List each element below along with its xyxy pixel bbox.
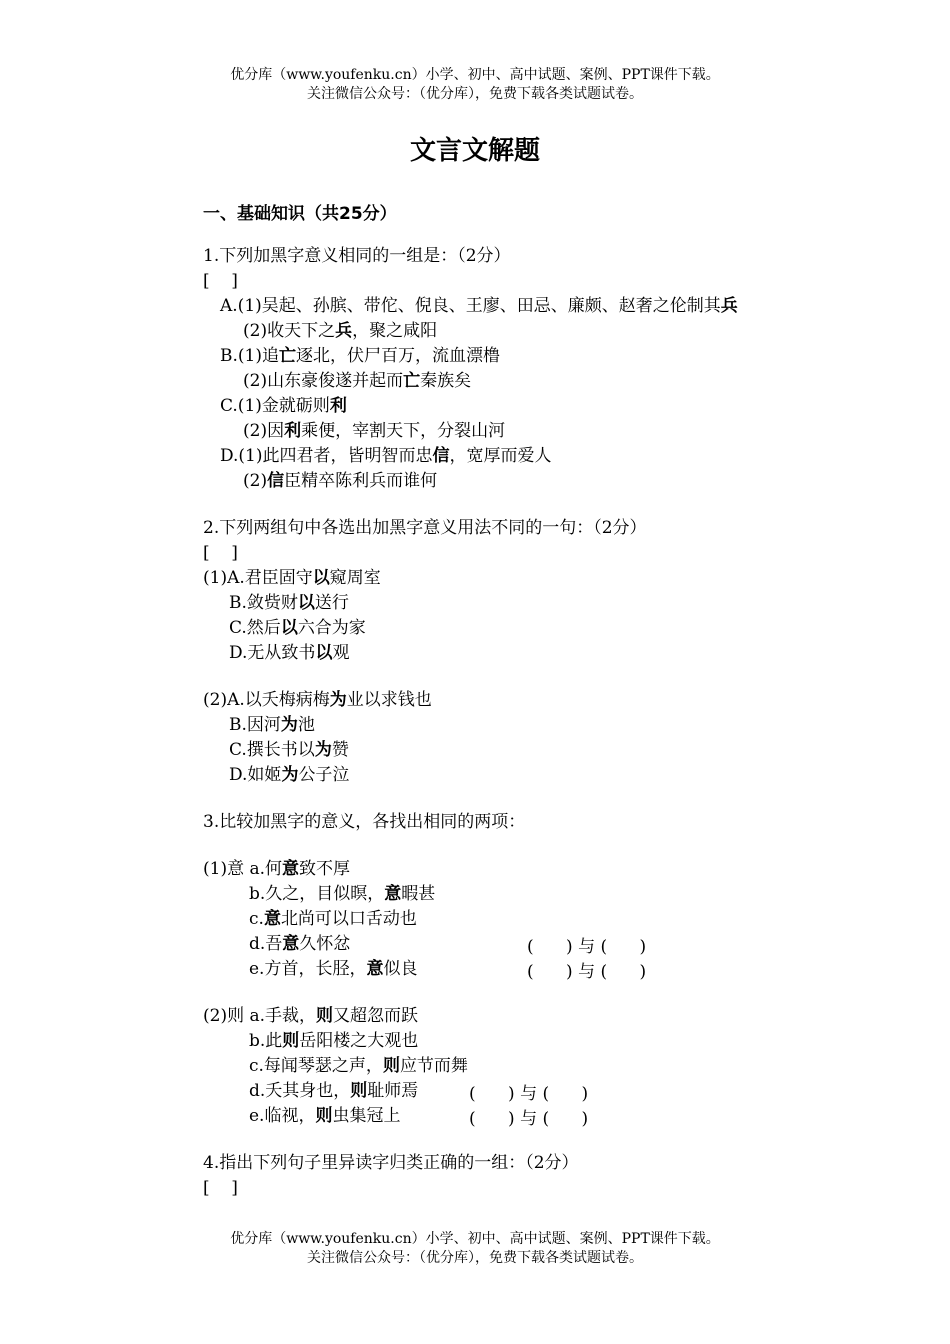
q3-part2-b-bold: 则	[282, 1031, 300, 1051]
header-line-2: 关注微信公众号：（优分库），免费下载各类试题试卷。	[307, 86, 643, 102]
q2-group1-a	[203, 566, 381, 590]
q3-part1-b-pre: b.久之，目似暝，	[249, 884, 385, 904]
q3-stem: 3.比较加黑字的意义，各找出相同的两项：	[203, 812, 526, 832]
q1-option-a2-post: ，聚之咸阳	[352, 321, 438, 341]
q1-option-d1-bold: 信	[432, 446, 450, 466]
q2-group1-b-post: 送行	[314, 593, 349, 613]
q1-option-d2-pre: (2)	[243, 471, 268, 491]
q2-group1-c	[229, 616, 366, 640]
q3-part1-a	[203, 857, 350, 881]
q2-group2-b-pre: B.因河	[229, 715, 281, 735]
q1-option-c2-post: 乘便，宰割天下，分裂山河	[301, 421, 506, 441]
q3-part1-d-pre: d.吾	[249, 934, 283, 954]
q3-part1-e	[249, 957, 417, 981]
q3-part2-e-pre: e.临视，	[249, 1106, 316, 1126]
q1-option-b1-post: 逐北，伏尸百万，流血漂橹	[295, 346, 500, 366]
q1-option-a1-bold: 兵	[720, 296, 738, 316]
q3-part2-d-post: 耻师焉	[367, 1081, 419, 1101]
q3-part1-a-post: 致不厚	[299, 859, 351, 879]
q2-group1-b-pre: B.敛赀财	[229, 593, 298, 613]
q2-group1-c-post: 六合为家	[297, 618, 366, 638]
q1-option-d1-post: ，宽厚而爱人	[449, 446, 552, 466]
q1-option-b2-post: 秦族矣	[420, 371, 472, 391]
q3-part2-a	[203, 1004, 418, 1028]
q2-answer-bracket: [ ]	[203, 543, 238, 563]
q1-option-c2-bold: 利	[284, 421, 302, 441]
q3-part1-c-bold: 意	[263, 909, 281, 929]
q1-option-b1-bold: 亡	[278, 346, 296, 366]
footer-line-2: 关注微信公众号：（优分库），免费下载各类试题试卷。	[307, 1250, 643, 1266]
q3-part2-d-bold: 则	[350, 1081, 368, 1101]
q1-option-a2	[243, 319, 437, 343]
q1-option-a2-pre: (2)收天下之	[243, 321, 336, 341]
q2-group1-c-pre: C.然后	[229, 618, 281, 638]
q3-part1-answer-blank-2[interactable]: ( ) 与 ( )	[527, 962, 647, 982]
q1-option-b2	[243, 369, 471, 393]
section-heading: 一、基础知识（共25分）	[203, 204, 397, 224]
q2-group2-b-post: 池	[297, 715, 315, 735]
q3-part2-answer-blank-2[interactable]: ( ) 与 ( )	[469, 1109, 589, 1129]
q3-part2-a-bold: 则	[316, 1006, 334, 1026]
q1-stem: 1.下列加黑字意义相同的一组是：（2分）	[203, 246, 511, 266]
q2-group2-c-bold: 为	[314, 740, 332, 760]
q1-option-d1	[220, 444, 552, 468]
q1-option-d1-pre: D.(1)此四君者，皆明智而忠	[220, 446, 433, 466]
q2-group2-d-bold: 为	[281, 765, 299, 785]
q1-option-d2	[243, 469, 437, 493]
q2-group2-c-post: 赞	[331, 740, 349, 760]
q2-group2-b-bold: 为	[280, 715, 298, 735]
q3-part2-d-pre: d.夭其身也，	[249, 1081, 351, 1101]
q3-part1-c-pre: c.	[249, 909, 264, 929]
q1-option-c2	[243, 419, 505, 443]
q1-option-a1-text: A.(1)吴起、孙膑、带佗、倪良、王廖、田忌、廉颇、赵奢之伦制其	[220, 296, 721, 316]
q3-part2-b	[249, 1029, 418, 1053]
q2-group1-c-bold: 以	[280, 618, 298, 638]
q2-group1-a-bold: 以	[312, 568, 330, 588]
q2-group2-c-pre: C.撰长书以	[229, 740, 315, 760]
q2-group2-d-pre: D.如姬	[229, 765, 282, 785]
q4-answer-bracket: [ ]	[203, 1178, 238, 1198]
q2-group1-a-post: 窥周室	[329, 568, 381, 588]
q3-part2-a-post: 又超忽而跃	[333, 1006, 419, 1026]
header-line-1: 优分库（www.youfenku.cn）小学、初中、高中试题、案例、PPT课件下载。	[230, 67, 720, 83]
q3-part1-a-pre: (1)意 a.何	[203, 859, 283, 879]
q1-option-a1	[220, 294, 738, 318]
q1-option-c2-pre: (2)因	[243, 421, 285, 441]
q3-part1-b-bold: 意	[384, 884, 402, 904]
q3-part2-c-post: 应节而舞	[399, 1056, 468, 1076]
q2-group2-d-post: 公子泣	[298, 765, 350, 785]
q2-group2-a-bold: 为	[329, 690, 347, 710]
q1-option-c1-bold: 利	[329, 396, 347, 416]
q3-part2-c	[249, 1054, 468, 1078]
q1-option-c1-pre: C.(1)金就砺则	[220, 396, 330, 416]
q3-part2-c-bold: 则	[382, 1056, 400, 1076]
q3-part1-d-bold: 意	[282, 934, 300, 954]
q3-part2-e-bold: 则	[315, 1106, 333, 1126]
q2-group1-d-post: 观	[332, 643, 350, 663]
q1-option-d2-bold: 信	[267, 471, 285, 491]
q3-part2-e	[249, 1104, 400, 1128]
q3-part1-c	[249, 907, 417, 931]
q2-group2-a	[203, 688, 432, 712]
q2-stem: 2.下列两组句中各选出加黑字意义用法不同的一句：（2分）	[203, 518, 647, 538]
q1-option-b2-pre: (2)山东豪俊遂并起而	[243, 371, 404, 391]
q3-part1-e-post: 似良	[383, 959, 418, 979]
q3-part2-e-post: 虫集冠上	[332, 1106, 401, 1126]
q2-group2-b	[229, 713, 315, 737]
q3-part1-e-bold: 意	[366, 959, 384, 979]
page-title: 文言文解题	[409, 136, 540, 166]
q3-part1-b-post: 暇甚	[401, 884, 436, 904]
q2-group1-d	[229, 641, 349, 665]
q2-group2-c	[229, 738, 349, 762]
q4-stem: 4.指出下列句子里异读字归类正确的一组：（2分）	[203, 1153, 579, 1173]
q2-group1-b-bold: 以	[297, 593, 315, 613]
q3-part1-e-pre: e.方首，长胫，	[249, 959, 367, 979]
q3-part1-a-bold: 意	[282, 859, 300, 879]
q2-group2-d	[229, 763, 349, 787]
q3-part2-a-pre: (2)则 a.手裁，	[203, 1006, 317, 1026]
q1-option-c1	[220, 394, 347, 418]
q1-option-a2-bold: 兵	[335, 321, 353, 341]
q2-group2-a-post: 业以求钱也	[346, 690, 432, 710]
q3-part1-answer-blank-1[interactable]: ( ) 与 ( )	[527, 937, 647, 957]
q3-part2-d	[249, 1079, 418, 1103]
q3-part1-d-post: 久怀忿	[299, 934, 351, 954]
q2-group1-d-bold: 以	[315, 643, 333, 663]
q1-answer-bracket: [ ]	[203, 271, 238, 291]
q3-part1-c-post: 北尚可以口舌动也	[280, 909, 417, 929]
q2-group2-a-pre: (2)A.以夭梅病梅	[203, 690, 330, 710]
q3-part1-d	[249, 932, 350, 956]
q3-part2-b-pre: b.此	[249, 1031, 283, 1051]
q2-group1-a-pre: (1)A.君臣固守	[203, 568, 313, 588]
q1-option-d2-post: 臣精卒陈利兵而谁何	[284, 471, 438, 491]
q1-option-b1-pre: B.(1)追	[220, 346, 279, 366]
q3-part2-c-pre: c.每闻琴瑟之声，	[249, 1056, 383, 1076]
q2-group1-d-pre: D.无从致书	[229, 643, 316, 663]
footer-line-1: 优分库（www.youfenku.cn）小学、初中、高中试题、案例、PPT课件下载。	[230, 1231, 720, 1247]
q1-option-b1	[220, 344, 500, 368]
q3-part2-b-post: 岳阳楼之大观也	[299, 1031, 419, 1051]
q2-group1-b	[229, 591, 349, 615]
q3-part2-answer-blank-1[interactable]: ( ) 与 ( )	[469, 1084, 589, 1104]
q3-part1-b	[249, 882, 435, 906]
q1-option-b2-bold: 亡	[403, 371, 421, 391]
